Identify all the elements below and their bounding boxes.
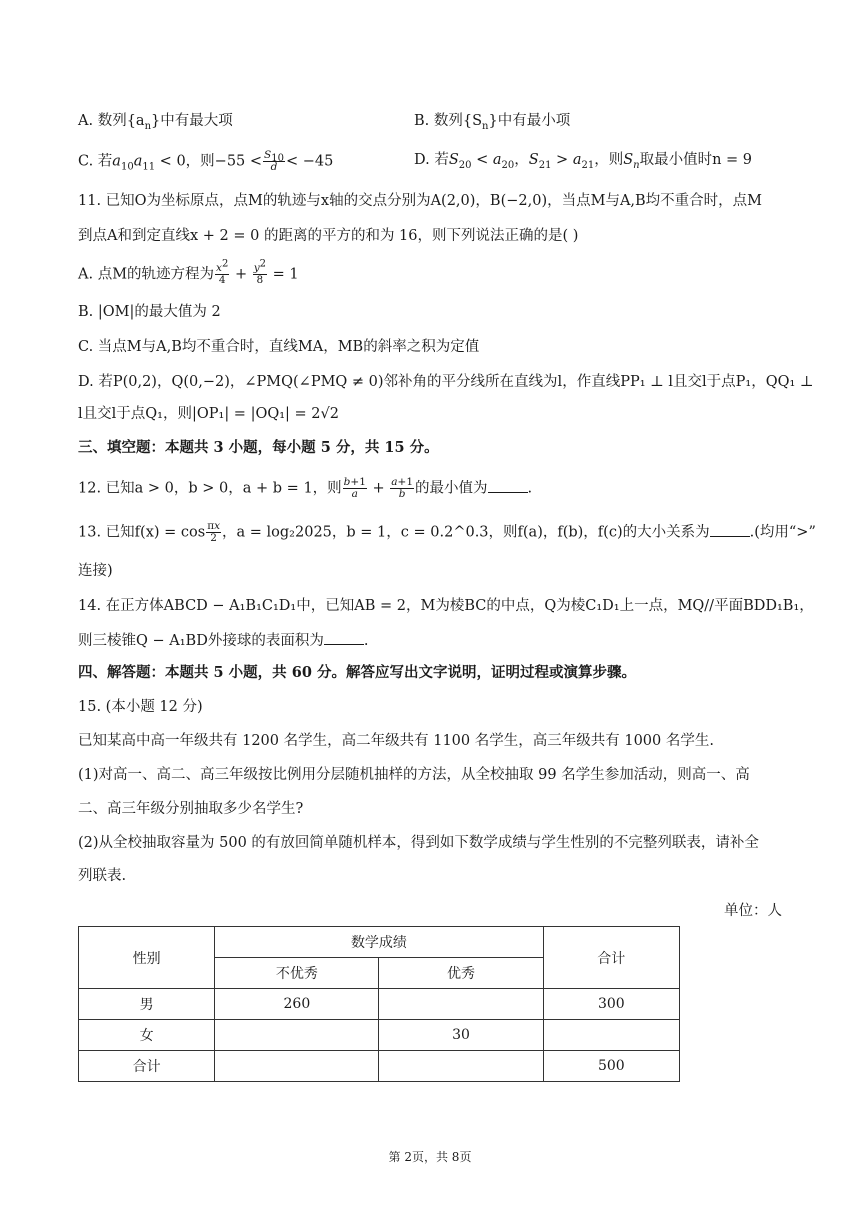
q13-stem-line2: 连接) (78, 563, 113, 579)
q11-option-c: C. 当点M与A,B均不重合时，直线MA，MB的斜率之积为定值 (78, 339, 480, 355)
table-row (79, 1020, 680, 1051)
header-total: 合计 (543, 927, 679, 989)
q12-stem: 12. 已知a > 0，b > 0，a + b = 1，则 $\frac{b+1}{a}$ + $\frac{a+1}{b}$ 的最小值为 . (78, 476, 533, 500)
cell-excellent: 30 (379, 1020, 543, 1051)
q10-option-a: A. 数列$\{a_n\}$中有最大项 (78, 113, 233, 132)
q13-stem: 13. 已知f(x) = cos $\frac{\pi x}{2}$ ，a = log₂2025，b = 1，c = 0.2^0.3，则f(a)，f(b)，f(c)的大小关系为 .(均用“>” (78, 520, 816, 544)
row-label: 女 (79, 1020, 215, 1051)
page-footer: 第 2页，共 8页 (388, 1150, 472, 1164)
q15-part1-line2: 二、高三年级分别抽取多少名学生? (78, 801, 304, 817)
cell-not-excellent: 260 (215, 989, 379, 1020)
q11-stem-line2: 到点A和到定直线x + 2 = 0 的距离的平方的和为 16，则下列说法正确的是( ) (78, 228, 579, 244)
row-label: 合计 (79, 1051, 215, 1082)
cell-excellent (379, 989, 543, 1020)
cell-total: 500 (543, 1051, 679, 1082)
q10-option-b: B. 数列$\{S_n\}$中有最小项 (414, 113, 571, 132)
contingency-table (78, 926, 680, 1082)
cell-not-excellent (215, 1051, 379, 1082)
q13-answer-blank[interactable] (710, 522, 750, 537)
cell-total: 300 (543, 989, 679, 1020)
q11-option-a: A. 点M的轨迹方程为 $\frac{x^2}{4}$ + $\frac{y^2}{8}$ = 1 (78, 258, 299, 286)
q14-stem-line1: 14. 在正方体ABCD − A₁B₁C₁D₁中，已知AB = 2，M为棱BC的中点，Q为棱C₁D₁上一点，MQ//平面BDD₁B₁， (78, 598, 814, 614)
q11-option-d-line1: D. 若P(0,2)，Q(0,−2)，∠PMQ(∠PMQ ≠ 0)邻补角的平分线所在直线为l，作直线PP₁ ⊥ l且交l于点P₁，QQ₁ ⊥ (78, 374, 814, 390)
q12-answer-blank[interactable] (488, 478, 528, 493)
q15-part1-line1: (1)对高一、高二、高三年级按比例用分层随机抽样的方法，从全校抽取 99 名学生参加活动，则高一、高 (78, 767, 750, 783)
q15-intro: 已知某高中高一年级共有 1200 名学生，高二年级共有 1100 名学生，高三年级共有 1000 名学生. (78, 733, 714, 749)
header-gender: 性别 (79, 927, 215, 989)
section-fill-in-heading: 三、填空题：本题共 3 小题，每小题 5 分，共 15 分。 (78, 439, 439, 456)
q11-option-b: B. |OM|的最大值为 2 (78, 304, 221, 320)
table-row (79, 1051, 680, 1082)
row-label: 男 (79, 989, 215, 1020)
cell-not-excellent (215, 1020, 379, 1051)
q14-stem-line2: 则三棱锥Q − A₁BD外接球的表面积为 . (78, 630, 368, 651)
q15-part2-line2: 列联表. (78, 868, 127, 884)
table-row (79, 989, 680, 1020)
table-unit-label: 单位：人 (724, 903, 782, 919)
cell-total (543, 1020, 679, 1051)
q15-title: 15. (本小题 12 分) (78, 699, 203, 715)
q10-option-c: C. 若$a_{10}a_{11} < 0$，则−55 < $\frac{S_{10}}{d}$ < −45 (78, 149, 334, 173)
cell-excellent (379, 1051, 543, 1082)
q15-part2-line1: (2)从全校抽取容量为 500 的有放回简单随机样本，得到如下数学成绩与学生性别的不完整列联表，请补全 (78, 835, 759, 851)
q11-option-d-line2: l且交l于点Q₁，则|OP₁| = |OQ₁| = 2√2 (78, 406, 339, 422)
header-math-score: 数学成绩 (215, 927, 543, 958)
q11-stem-line1: 11. 已知O为坐标原点，点M的轨迹与x轴的交点分别为A(2,0)，B(−2,0)，当点M与A,B均不重合时，点M (78, 193, 763, 209)
q10-option-d: D. 若$S_{20} < a_{20}$，$S_{21} > a_{21}$，则$S_n$取最小值时n = 9 (414, 152, 753, 171)
header-excellent: 优秀 (379, 958, 543, 989)
section-answer-heading: 四、解答题：本题共 5 小题，共 60 分。解答应写出文字说明，证明过程或演算步骤。 (78, 664, 636, 681)
header-not-excellent: 不优秀 (215, 958, 379, 989)
q14-answer-blank[interactable] (324, 630, 364, 645)
